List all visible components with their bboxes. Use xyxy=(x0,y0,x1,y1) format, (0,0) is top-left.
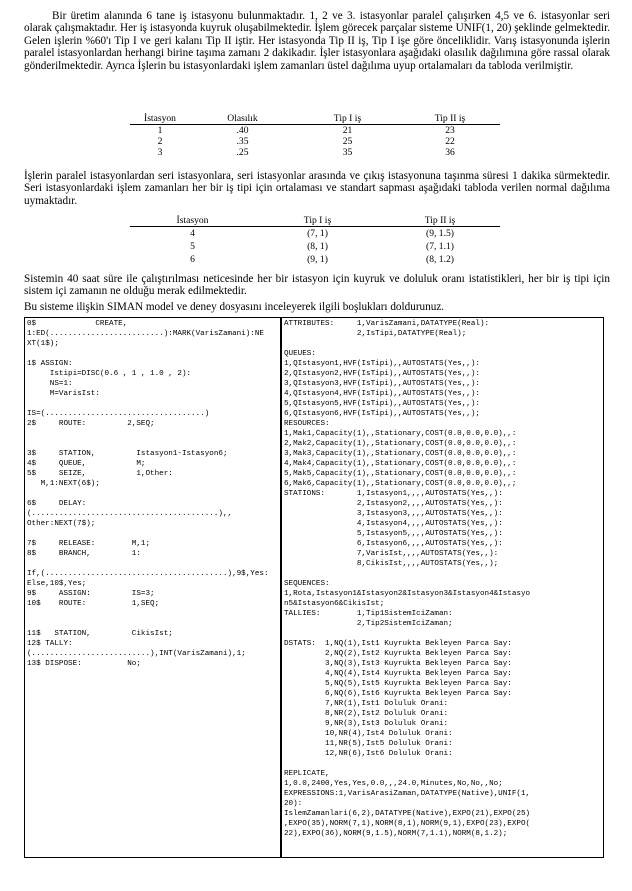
intro-paragraph: Bir üretim alanında 6 tane iş istasyonu bulunmaktadır. 1, 2 ve 3. istasyonlar paralel çalışırken 4,5 ve 6. istasyonlar seri olarak çalışmaktadır. Her iş istasyonda kuyruk oluşabilmektedir. İşlem görecek parçalar sisteme UNIF(1, 20) şeklinde gelmektedir. Gelen işlerin %60'ı Tip I ve geri kalanı Tip II iştir. Her istasyonda Tip II iş, Tip I işe göre önceliklidir. Varış istasyonunda işlerin paralel istasyonlardan herhangi birine taşıma zamanı 2 dakikadır. İşler istasyonlara aşağıdaki olasılık dağılımına göre rassal olarak gönderilmektedir. Ayrıca İşlerin bu istasyonlardaki işlem zamanları üstel dağılıma uyup ortalamaları da tabloda verilmiştir. xyxy=(24,10,610,72)
code-line: 5,NQ(5),Ist5 Kuyrukta Bekleyen Parca Say: xyxy=(284,680,512,688)
table-cell: 3 xyxy=(157,147,163,158)
table-cell: 5 xyxy=(190,241,195,252)
code-line: 2,QIstasyon2,HVF(IsTipi),,AUTOSTATS(Yes,,): xyxy=(284,370,480,378)
model-code-panel xyxy=(24,317,281,858)
code-line: 11$ STATION, CikisIst; xyxy=(27,630,173,638)
code-line xyxy=(284,569,601,579)
table-cell: 21 xyxy=(342,125,353,136)
table-cell: (7, 1) xyxy=(307,228,328,239)
table-header-cell: Tip II iş xyxy=(380,215,500,227)
code-line: ATTRIBUTES: 1,VarisZamani,DATATYPE(Real): xyxy=(284,320,490,328)
code-line: REPLICATE, xyxy=(284,770,330,778)
code-line: 3$ STATION, Istasyon1-Istasyon6; xyxy=(27,450,228,458)
code-line xyxy=(27,489,278,499)
table-cell: 2 xyxy=(157,136,163,147)
code-line: 0$ CREATE, xyxy=(27,320,128,328)
code-line: 13$ DISPOSE: No; xyxy=(27,660,141,668)
code-line xyxy=(284,339,601,349)
code-line: 12$ TALLY: xyxy=(27,640,73,648)
table-cell: 1 xyxy=(157,125,163,136)
code-line: QUEUES: xyxy=(284,350,316,358)
table-row xyxy=(130,227,500,241)
table-cell: 23 xyxy=(445,125,455,136)
table-header-cell: İstasyon xyxy=(130,113,190,125)
table-row xyxy=(130,253,500,266)
code-line: DSTATS: 1,NQ(1),Ist1 Kuyrukta Bekleyen Parca Say: xyxy=(284,640,512,648)
table-cell: 6 xyxy=(190,254,195,265)
code-line: 2,Istasyon2,,,,AUTOSTATS(Yes,,): xyxy=(284,500,503,508)
table-header-cell: İstasyon xyxy=(130,215,255,227)
code-line: 6,QIstasyon6,HVF(IsTipi),,AUTOSTATS(Yes,,); xyxy=(284,410,480,418)
code-line: 10$ ROUTE: 1,SEQ; xyxy=(27,600,160,608)
code-line: IS=(...................................) xyxy=(27,410,210,418)
table-row xyxy=(130,147,500,158)
table-cell: .25 xyxy=(236,147,249,158)
code-line: 4,NQ(4),Ist4 Kuyrukta Bekleyen Parca Say: xyxy=(284,670,512,678)
table-cell: .40 xyxy=(236,125,249,136)
code-line xyxy=(27,529,278,539)
code-line: 4,QIstasyon4,HVF(IsTipi),,AUTOSTATS(Yes,,): xyxy=(284,390,480,398)
code-line: 1,Mak1,Capacity(1),,Stationary,COST(0.0,0.0,0.0),,: xyxy=(284,430,517,438)
code-line: 8,CikisIst,,,,AUTOSTATS(Yes,,); xyxy=(284,560,499,568)
code-line: 2$ ROUTE: 2,SEQ; xyxy=(27,420,155,428)
code-line: STATIONS: 1,Istasyon1,,,,AUTOSTATS(Yes,,): xyxy=(284,490,503,498)
code-line: 1,QIstasyon1,HVF(IsTipi),,AUTOSTATS(Yes,,): xyxy=(284,360,480,368)
code-line: IslemZamanlari(6,2),DATATYPE(Native),EXPO(21),EXPO(25) xyxy=(284,810,531,818)
table-cell: (7, 1.1) xyxy=(426,241,454,252)
code-line: 5$ SEIZE, 1,Other: xyxy=(27,470,173,478)
code-line: 2,NQ(2),Ist2 Kuyrukta Bekleyen Parca Say: xyxy=(284,650,512,658)
code-line xyxy=(27,429,278,439)
code-line: 10,NR(4),Ist4 Doluluk Orani: xyxy=(284,730,453,738)
code-line: 7,VarisIst,,,,AUTOSTATS(Yes,,): xyxy=(284,550,499,558)
code-line: 3,Mak3,Capacity(1),,Stationary,COST(0.0,0.0,0.0),,: xyxy=(284,450,517,458)
table-header-cell: Tip I iş xyxy=(295,113,400,125)
table-cell: .35 xyxy=(236,136,249,147)
code-line: 11,NR(5),Ist5 Doluluk Orani: xyxy=(284,740,453,748)
closing-paragraph: Sistemin 40 saat süre ile çalıştırılması neticesinde her bir istasyon için kuyruk ve doluluk oranı istatistikleri, her bir iş tipi için sistem içi zamanın ne olduğu merak edilmektedir. xyxy=(24,273,610,298)
code-line: EXPRESSIONS:1,VarisArasiZaman,DATATYPE(Native),UNIF(1, xyxy=(284,790,531,798)
code-line: 1$ ASSIGN: xyxy=(27,360,73,368)
code-line xyxy=(27,399,278,409)
code-line: 6,NQ(6),Ist6 Kuyrukta Bekleyen Parca Say: xyxy=(284,690,512,698)
code-line: 5,QIstasyon5,HVF(IsTipi),,AUTOSTATS(Yes,,): xyxy=(284,400,480,408)
code-line: 4$ QUEUE, M; xyxy=(27,460,146,468)
code-line xyxy=(27,439,278,449)
table-header-cell: Olasılık xyxy=(190,113,295,125)
table-cell: 25 xyxy=(342,136,353,147)
code-line: M=VarisIst: xyxy=(27,390,100,398)
table-row xyxy=(130,240,500,253)
code-line: M,1:NEXT(6$); xyxy=(27,480,100,488)
code-line: Istipi=DISC(0.6 , 1 , 1.0 , 2): xyxy=(27,370,192,378)
code-line: 2,Mak2,Capacity(1),,Stationary,COST(0.0,0.0,0.0),,: xyxy=(284,440,517,448)
code-line: 2,IsTipi,DATATYPE(Real); xyxy=(284,330,467,338)
code-line: RESOURCES: xyxy=(284,420,330,428)
code-line: NS=1: xyxy=(27,380,73,388)
code-line: 9$ ASSIGN: IS=3; xyxy=(27,590,155,598)
table-row xyxy=(130,125,500,137)
instruction-line: Bu sisteme ilişkin SIMAN model ve deney dosyasını inceleyerek ilgili boşlukları doldurunuz. xyxy=(24,301,445,313)
table-row xyxy=(130,136,500,147)
code-line xyxy=(284,759,601,769)
code-line: Else,10$,Yes; xyxy=(27,580,87,588)
code-line: 1:ED(.........................):MARK(VarisZamani):NE xyxy=(27,330,264,338)
code-line: 8,NR(2),Ist2 Doluluk Orani: xyxy=(284,710,449,718)
code-line xyxy=(27,619,278,629)
normal-distribution-table xyxy=(130,215,500,266)
code-line: 3,NQ(3),Ist3 Kuyrukta Bekleyen Parca Say: xyxy=(284,660,512,668)
table-cell: 4 xyxy=(190,228,195,239)
code-line: 6$ DELAY: xyxy=(27,500,87,508)
table-cell: 35 xyxy=(342,147,353,158)
code-line: TALLIES: 1,Tip1SistemIciZaman: xyxy=(284,610,453,618)
code-line: 1,0.0,2400,Yes,Yes,0.0,,,24.0,Minutes,No,No,,No; xyxy=(284,780,503,788)
code-line xyxy=(27,609,278,619)
code-line: 7,NR(1),Ist1 Doluluk Orani: xyxy=(284,700,449,708)
code-line: 4,Istasyon4,,,,AUTOSTATS(Yes,,): xyxy=(284,520,503,528)
code-line: 20): xyxy=(284,800,303,808)
code-line: (.........................................),, xyxy=(27,510,233,518)
code-line: 22),EXPO(36),NORM(9,1.5),NORM(7,1.1),NORM(8,1.2); xyxy=(284,830,508,838)
table-header-cell: Tip I iş xyxy=(255,215,380,227)
code-line: 5,Istasyon5,,,,AUTOSTATS(Yes,,): xyxy=(284,530,503,538)
table-header-row xyxy=(130,113,500,125)
table-header-cell: Tip II iş xyxy=(400,113,500,125)
code-line: 3,Istasyon3,,,,AUTOSTATS(Yes,,): xyxy=(284,510,503,518)
code-line: 9,NR(3),Ist3 Doluluk Orani: xyxy=(284,720,449,728)
code-line: XT(1$); xyxy=(27,340,59,348)
code-line xyxy=(27,559,278,569)
code-line: 5,Mak5,Capacity(1),,Stationary,COST(0.0,0.0,0.0),,: xyxy=(284,470,517,478)
code-line: 6,Istasyon6,,,,AUTOSTATS(Yes,,): xyxy=(284,540,503,548)
table-header-row xyxy=(130,215,500,227)
table-cell: 36 xyxy=(445,147,455,158)
code-line: SEQUENCES: xyxy=(284,580,330,588)
code-line: 4,Mak4,Capacity(1),,Stationary,COST(0.0,0.0,0.0),,: xyxy=(284,460,517,468)
table-cell: 22 xyxy=(445,136,455,147)
code-line: 6,Mak6,Capacity(1),,Stationary,COST(0.0,0.0,0.0),,; xyxy=(284,480,517,488)
code-line: 8$ BRANCH, 1: xyxy=(27,550,141,558)
table-cell: (9, 1) xyxy=(307,254,328,265)
code-line: Other:NEXT(7$); xyxy=(27,520,96,528)
table-cell: (8, 1) xyxy=(307,241,328,252)
code-line xyxy=(284,629,601,639)
code-line: 12,NR(6),Ist6 Doluluk Orani: xyxy=(284,750,453,758)
table-cell: (9, 1.5) xyxy=(426,228,454,239)
code-line: 1,Rota,Istasyon1&Istasyon2&Istasyon3&Istasyon4&Istasyo xyxy=(284,590,531,598)
code-line xyxy=(27,349,278,359)
code-line: 2,Tip2SistemIciZaman; xyxy=(284,620,453,628)
experiment-code-panel xyxy=(281,317,604,858)
code-line: ,EXPO(35),NORM(7,1),NORM(8,1),NORM(9,1),EXPO(23),EXPO( xyxy=(284,820,531,828)
table-cell: (8, 1.2) xyxy=(426,254,454,265)
station-probability-table xyxy=(130,113,500,158)
code-line: 3,QIstasyon3,HVF(IsTipi),,AUTOSTATS(Yes,,): xyxy=(284,380,480,388)
code-line: If,(........................................),9$,Yes: xyxy=(27,570,269,578)
code-line: (..........................),INT(VarisZamani),1; xyxy=(27,650,246,658)
middle-paragraph: İşlerin paralel istasyonlardan seri istasyonlara, seri istasyonlar arasında ve çıkış istasyonuna taşınma süresi 1 dakika sürmektedir. Seri istasyonlardaki işlem zamanları her bir iş tipi için ortalaması ve standart sapması aşağıdaki tabloda verilen normal dağılıma uymaktadır. xyxy=(24,170,610,207)
code-line: n5&Istasyon6&CikisIst; xyxy=(284,600,385,608)
code-line: 7$ RELEASE: M,1; xyxy=(27,540,151,548)
